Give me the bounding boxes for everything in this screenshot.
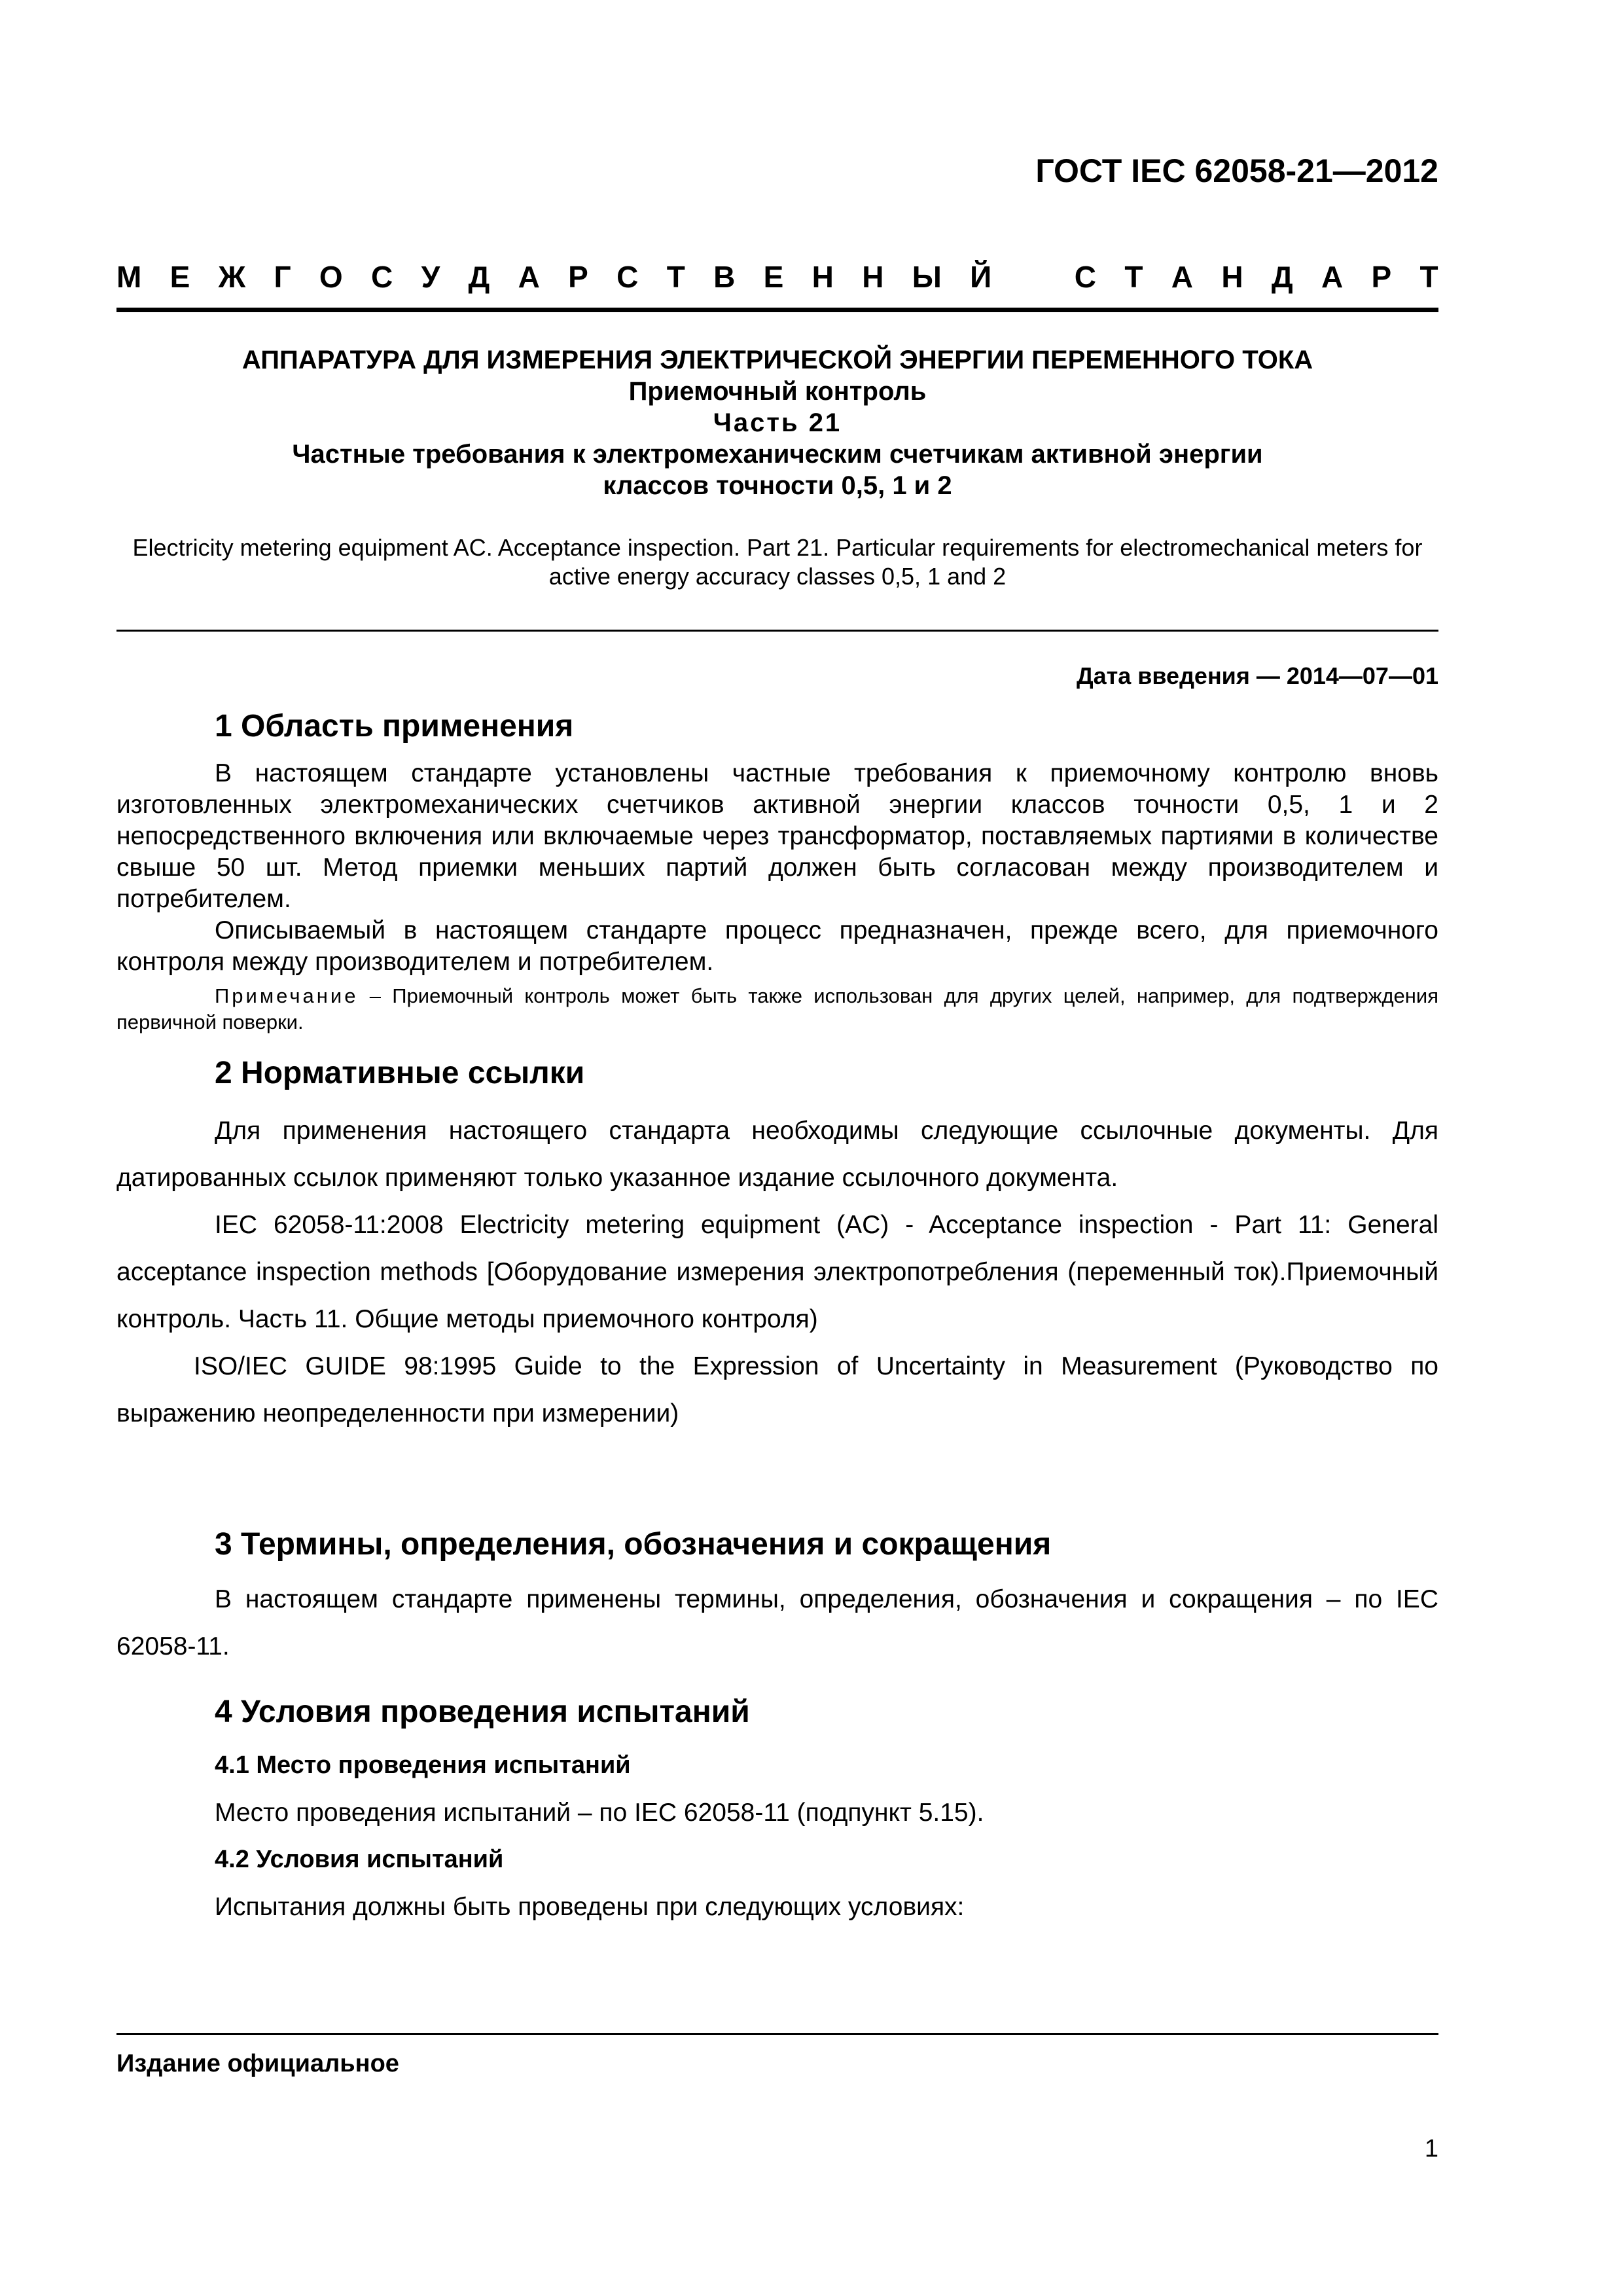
- banner-letter: Д: [1271, 260, 1293, 294]
- english-title: Electricity metering equipment AC. Acceptance inspection. Part 21. Particular requirements for electromechanical meters for active energy accuracy classes 0,5, 1 and 2: [132, 534, 1423, 590]
- section-1-paragraph-2-text: Описываемый в настоящем стандарте процесс предназначен, прежде всего, для приемочного контроля между производителем и потребителем.: [116, 916, 1438, 976]
- section-3-paragraph-1-text: В настоящем стандарте применены термины, определения, обозначения и сокращения – по IEC 62058-11.: [116, 1585, 1438, 1660]
- section-2-paragraph-1: [116, 1107, 1438, 1202]
- section-1-paragraph-1: [116, 758, 1438, 915]
- title-line-part: Часть 21: [713, 408, 842, 437]
- section-4-heading: 4 Условия проведения испытаний: [215, 1695, 750, 1729]
- reference-iec-62058-11-text: IEC 62058-11:2008 Electricity metering equipment (AC) - Acceptance inspection - Part 11: General acceptance inspection methods [Оборудование измерения электропотребления (переменный ток).Приемочный контроль. Часть 11. Общие методы приемочного контроля): [116, 1211, 1438, 1333]
- banner-letter: Г: [274, 260, 291, 294]
- banner-letter: Ы: [912, 260, 942, 294]
- footer-rule: [116, 2033, 1438, 2035]
- banner-letter: А: [1321, 260, 1344, 294]
- banner-letter: С: [371, 260, 393, 294]
- section-1-paragraph-1-text: В настоящем стандарте установлены частные требования к приемочному контролю вновь изготовленных электромеханических счетчиков активной энергии классов точности 0,5, 1 и 2 непосредственного включения или включаемые через трансформатор, поставляемых партиями в количестве свыше 50 шт. Метод приемки меньших партий должен быть согласован между производителем и потребителем.: [116, 759, 1438, 913]
- section-3-heading: 3 Термины, определения, обозначения и сокращения: [215, 1527, 1052, 1562]
- subsection-4-2-text: Испытания должны быть проведены при следующих условиях:: [215, 1893, 965, 1921]
- banner-letter: С: [616, 260, 639, 294]
- banner-letter: Р: [1371, 260, 1392, 294]
- banner-letter: С: [1074, 260, 1097, 294]
- document-code: ГОСТ IEC 62058-21—2012: [1035, 152, 1438, 189]
- standard-type-banner: [116, 259, 1438, 295]
- document-title: [116, 344, 1438, 501]
- banner-letter: Н: [812, 260, 834, 294]
- subsection-4-1-heading: 4.1 Место проведения испытаний: [215, 1751, 631, 1779]
- page-number: 1: [1424, 2135, 1438, 2162]
- banner-letter: Ж: [218, 260, 246, 294]
- section-1-note: [116, 983, 1438, 1035]
- banner-letter: М: [116, 260, 142, 294]
- note-text: – Приемочный контроль может быть также использован для других целей, например, для подтверждения первичной поверки.: [116, 984, 1438, 1033]
- banner-letter: Е: [763, 260, 784, 294]
- banner-letter: Т: [1419, 260, 1438, 294]
- banner-letter: А: [518, 260, 540, 294]
- banner-letter: У: [421, 260, 440, 294]
- section-3-paragraph-1: [116, 1576, 1438, 1670]
- section-2-heading: 2 Нормативные ссылки: [215, 1056, 585, 1090]
- reference-iec-62058-11: [116, 1202, 1438, 1343]
- banner-letter: В: [713, 260, 736, 294]
- banner-letter: Е: [169, 260, 190, 294]
- banner-letter: А: [1171, 260, 1193, 294]
- reference-iso-iec-guide-98: [116, 1343, 1438, 1437]
- section-1-heading: 1 Область применения: [215, 709, 574, 744]
- subsection-4-2-heading: 4.2 Условия испытаний: [215, 1846, 504, 1873]
- note-label: Примечание: [215, 984, 359, 1007]
- section-1-paragraph-2: [116, 915, 1438, 978]
- banner-letter: Н: [1221, 260, 1243, 294]
- banner-letter: Н: [862, 260, 884, 294]
- section-2-paragraph-1-text: Для применения настоящего стандарта необходимы следующие ссылочные документы. Для датированных ссылок применяют только указанное издание ссылочного документа.: [116, 1117, 1438, 1192]
- title-rule: [116, 630, 1438, 632]
- banner-letter: Й: [970, 260, 992, 294]
- banner-letter: Т: [666, 260, 685, 294]
- title-line-particular: Частные требования к электромеханическим счетчикам активной энергии: [292, 440, 1263, 469]
- banner-letter: Д: [468, 260, 490, 294]
- title-line-subtitle: Приемочный контроль: [628, 377, 927, 406]
- subsection-4-1-text: Место проведения испытаний – по IEC 62058-11 (подпункт 5.15).: [215, 1799, 984, 1827]
- title-line-classes: классов точности 0,5, 1 и 2: [603, 471, 952, 500]
- title-line-main: АППАРАТУРА ДЛЯ ИЗМЕРЕНИЯ ЭЛЕКТРИЧЕСКОЙ ЭНЕРГИИ ПЕРЕМЕННОГО ТОКА: [241, 346, 1313, 374]
- banner-letter: Р: [568, 260, 588, 294]
- banner-rule: [116, 308, 1438, 312]
- introduction-date: Дата введения — 2014—07—01: [1076, 662, 1438, 689]
- banner-letter: О: [319, 260, 343, 294]
- official-edition-label: Издание официальное: [116, 2050, 399, 2077]
- banner-letter: Т: [1124, 260, 1143, 294]
- reference-iso-iec-guide-98-text: ISO/IEC GUIDE 98:1995 Guide to the Expression of Uncertainty in Measurement (Руководство по выражению неопределенности при измерении): [116, 1352, 1438, 1427]
